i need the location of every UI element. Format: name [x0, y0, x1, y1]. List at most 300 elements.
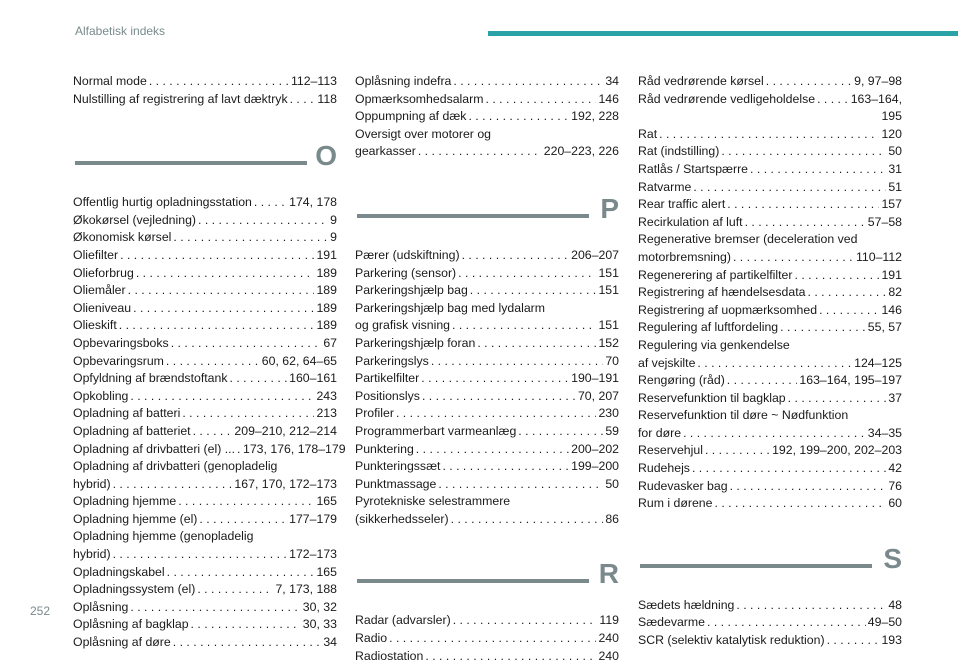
page-number: 252	[30, 604, 51, 618]
index-entry-text: Opladning af drivbatteri (el) ...	[73, 441, 235, 456]
index-entry-pages: 177–179	[289, 511, 337, 526]
index-entry	[638, 407, 902, 442]
index-entry-text: Profiler	[355, 406, 394, 421]
index-entry-pages: 118	[317, 91, 337, 106]
section-rule	[357, 579, 589, 583]
index-entry-text-line: Regenerative bremser (deceleration ved	[638, 232, 858, 247]
index-entry	[355, 405, 619, 423]
index-entry-text: Rum i dørene	[638, 496, 713, 511]
index-entry-pages: 163–164,	[850, 91, 902, 106]
index-entry	[73, 458, 337, 493]
index-entry-text-line: Regulering via genkendelse	[638, 337, 790, 352]
index-entry-pages: 67	[323, 335, 337, 350]
index-entry-text: Oliemåler	[73, 283, 126, 298]
index-entry	[638, 161, 902, 179]
index-entry	[638, 231, 902, 266]
index-entry	[73, 300, 337, 318]
dot-leader	[130, 599, 300, 617]
index-entry-text: Opladningssystem (el)	[73, 582, 196, 597]
index-entry	[73, 247, 337, 265]
index-entry	[73, 91, 337, 109]
index-entry-text: Opbevaringsboks	[73, 335, 169, 350]
dot-leader	[453, 612, 598, 630]
index-entry-pages: 76	[888, 478, 902, 493]
index-entry	[638, 196, 902, 214]
index-entry-text-line: Opladning hjemme (genopladelig	[73, 529, 254, 544]
index-entry-text: Oplåsning indefra	[355, 74, 452, 88]
index-entry-text: Punktering	[355, 441, 414, 456]
index-entry-text: Recirkulation af luft	[638, 214, 743, 229]
index-entry-text: Radar (advarsler)	[355, 613, 451, 628]
index-entry-text: Reservehjul	[638, 443, 703, 458]
section-divider	[638, 535, 902, 597]
index-entry	[73, 634, 337, 652]
index-entry-text: Radio	[355, 631, 388, 646]
index-entry-text-line: Parkeringshjælp bag med lydalarm	[355, 300, 546, 315]
index-entry-pages: 240	[598, 631, 619, 646]
index-entry-text: Normal mode	[73, 74, 147, 88]
index-entry	[355, 441, 619, 459]
index-entry	[638, 390, 902, 408]
index-entry-text-line: Pyrotekniske selestrammere	[355, 494, 511, 509]
index-entry	[638, 495, 902, 513]
index-entry-text: af vejskilte	[638, 355, 696, 370]
index-entry-text: Olieniveau	[73, 300, 132, 315]
index-entry-text: Oplåsning	[73, 599, 129, 614]
index-entry-text: Parkeringshjælp foran	[355, 335, 476, 350]
index-entry-pages: 50	[605, 476, 619, 491]
dot-leader	[788, 390, 887, 408]
index-entry-text: Rat	[638, 126, 658, 141]
dot-leader	[173, 634, 322, 652]
dot-leader	[113, 476, 233, 494]
index-entry-pages: 59	[605, 423, 619, 438]
index-entry	[638, 632, 902, 650]
index-entry-text: Oppumpning af dæk	[355, 109, 467, 124]
section-letter: S	[883, 542, 902, 574]
dot-leader	[230, 370, 288, 388]
section-letter: O	[315, 140, 337, 172]
dot-leader	[736, 597, 886, 615]
index-entry-pages: 9	[330, 230, 337, 245]
index-entry-text: Pærer (udskiftning)	[355, 247, 460, 262]
index-entry-pages: 42	[888, 461, 902, 476]
index-entry	[73, 564, 337, 582]
dot-leader	[462, 247, 570, 265]
index-entry-text: Økokørsel (vejledning)	[73, 212, 197, 227]
index-entry-text: Økonomisk kørsel	[73, 230, 172, 245]
index-entry-pages: 57–58	[867, 214, 902, 229]
index-entry-pages: 192, 228	[571, 109, 619, 124]
dot-leader	[416, 441, 569, 459]
dot-leader	[128, 282, 315, 300]
index-entry	[638, 73, 902, 91]
index-entry	[73, 441, 346, 459]
index-column-1	[73, 73, 346, 652]
index-entry-text: Rat (indstilling)	[638, 144, 720, 159]
dot-leader	[173, 229, 328, 247]
dot-leader	[693, 179, 886, 197]
index-entry-pages: 48	[888, 597, 902, 612]
index-entry	[638, 478, 902, 496]
dot-leader	[458, 265, 596, 283]
dot-leader	[418, 143, 542, 161]
index-entry	[73, 511, 337, 529]
index-entry-text: Offentlig hurtig opladningsstation	[73, 195, 252, 210]
index-entry-text: Rear traffic alert	[638, 197, 726, 212]
index-entry	[355, 300, 619, 335]
index-entry-text: Regenerering af partikelfilter	[638, 267, 793, 282]
section-rule	[640, 564, 872, 568]
index-entry-text: Programmerbart varmeanlæg	[355, 423, 517, 438]
dot-leader	[422, 388, 576, 406]
index-entry	[355, 612, 619, 630]
index-entry	[355, 282, 619, 300]
index-entry-text-line: Opladning af drivbatteri (genopladelig	[73, 459, 278, 474]
index-entry-pages: 163–164, 195–197	[799, 373, 902, 388]
index-entry-pages: 172–173	[289, 547, 337, 562]
index-entry	[638, 214, 902, 232]
index-entry-text-line: Oversigt over motorer og	[355, 126, 491, 141]
index-entry-pages: 199–200	[571, 459, 619, 474]
index-entry-pages: 192, 199–200, 202–203	[772, 443, 902, 458]
index-entry-pages: 151	[598, 283, 619, 298]
index-entry-text: Rengøring (råd)	[638, 373, 725, 388]
dot-leader	[167, 564, 315, 582]
dot-leader	[794, 267, 879, 285]
index-entry-pages: 70	[605, 353, 619, 368]
index-entry-text: gearkasser	[355, 144, 416, 159]
dot-leader	[133, 300, 314, 318]
index-entry-pages: 9, 97–98	[854, 74, 902, 88]
dot-leader	[453, 73, 603, 91]
dot-leader	[136, 265, 315, 283]
index-entry	[638, 91, 902, 126]
index-entry-pages: 213	[316, 406, 337, 421]
index-entry	[355, 126, 619, 161]
index-entry-text: Opladning hjemme (el)	[73, 511, 198, 526]
dot-leader	[721, 143, 886, 161]
section-divider	[355, 185, 619, 247]
index-entry-pages: 86	[605, 511, 619, 526]
dot-leader	[807, 284, 886, 302]
index-entry-pages: 167, 170, 172–173	[234, 476, 337, 491]
index-entry-text: Nulstilling af registrering af lavt dæktryk	[73, 91, 288, 106]
dot-leader	[421, 370, 569, 388]
index-entry-pages: 193	[881, 633, 902, 648]
index-entry-pages: 37	[888, 390, 902, 405]
index-entry	[73, 423, 337, 441]
dot-leader	[819, 302, 879, 320]
dot-leader	[119, 317, 315, 335]
index-entry	[638, 337, 902, 372]
index-entry-pages: 82	[888, 285, 902, 300]
index-entry-text: Ratvarme	[638, 179, 692, 194]
index-entry-text: hybrid)	[73, 547, 111, 562]
index-entry-pages: 174, 178	[289, 195, 337, 210]
index-entry	[638, 442, 902, 460]
index-entry-pages: 55, 57	[867, 320, 902, 335]
index-entry-text: Oplåsning af døre	[73, 635, 171, 650]
index-entry	[638, 319, 902, 337]
index-entry-text: (sikkerhedsseler)	[355, 511, 449, 526]
index-entry-text: Reservefunktion til bagklap	[638, 390, 786, 405]
index-entry-text: Partikelfilter	[355, 371, 420, 386]
index-entry-pages: 31	[888, 161, 902, 176]
index-entry	[73, 212, 337, 230]
index-entry-text: for døre	[638, 425, 682, 440]
index-entry	[73, 194, 337, 212]
index-entry	[73, 353, 337, 371]
dot-leader	[707, 614, 866, 632]
dot-leader	[178, 493, 314, 511]
index-entry-text: motorbremsning)	[638, 249, 731, 264]
dot-leader	[199, 511, 287, 529]
index-entry	[355, 458, 619, 476]
dot-leader	[451, 511, 604, 529]
index-entry-pages: 152	[598, 335, 619, 350]
index-entry-text: hybrid)	[73, 476, 111, 491]
index-entry-pages: 209–210, 212–214	[234, 423, 337, 438]
section-letter: R	[598, 558, 619, 590]
section-divider	[355, 550, 619, 612]
index-entry-text: Punktmassage	[355, 476, 437, 491]
index-entry-text: og grafisk visning	[355, 318, 451, 333]
dot-leader	[120, 247, 314, 265]
dot-leader	[470, 282, 597, 300]
index-entry-pages: 191	[316, 247, 337, 262]
dot-leader	[425, 648, 596, 665]
index-entry	[638, 302, 902, 320]
index-entry	[73, 528, 337, 563]
index-entry-text: Sædets hældning	[638, 597, 735, 612]
index-entry-text: Opfyldning af brændstoftank	[73, 371, 228, 386]
dot-leader	[733, 249, 854, 267]
index-entry	[355, 73, 619, 91]
dot-leader	[683, 425, 866, 443]
dot-leader	[780, 319, 866, 337]
index-entry	[73, 317, 337, 335]
index-entry-pages: 30, 33	[302, 617, 337, 632]
index-entry-pages: 173, 176, 178–179	[243, 441, 346, 456]
index-entry-pages: 190–191	[571, 371, 619, 386]
index-entry-pages: 151	[598, 265, 619, 280]
index-entry-pages: 240	[598, 648, 619, 663]
dot-leader	[727, 372, 798, 390]
index-entry	[73, 388, 337, 406]
index-entry-pages: 189	[316, 283, 337, 298]
index-entry-pages-continued: 195	[881, 109, 902, 124]
index-entry-pages: 112–113	[290, 74, 337, 88]
index-entry-text: Regulering af luftfordeling	[638, 320, 779, 335]
index-entry-pages: 120	[881, 126, 902, 141]
index-entry-pages: 146	[881, 302, 902, 317]
index-entry-pages: 51	[888, 179, 902, 194]
section-divider	[73, 132, 337, 194]
dot-leader	[191, 616, 301, 634]
index-entry	[355, 388, 619, 406]
index-entry-text: Opladning af batteri	[73, 406, 181, 421]
index-entry-text: Opladning hjemme	[73, 494, 177, 509]
index-column-2	[355, 73, 619, 665]
index-entry-text: Opladningskabel	[73, 564, 165, 579]
dot-leader	[697, 355, 852, 373]
index-entry	[638, 179, 902, 197]
index-entry-pages: 189	[316, 318, 337, 333]
index-entry-text: Olieforbrug	[73, 265, 134, 280]
dot-leader	[182, 405, 314, 423]
page-header-title: Alfabetisk indeks	[75, 24, 166, 38]
index-entry	[73, 616, 337, 634]
index-entry-text: Sædevarme	[638, 615, 705, 630]
index-entry-pages: 70, 207	[577, 388, 619, 403]
index-entry	[73, 265, 337, 283]
index-entry	[355, 108, 619, 126]
dot-leader	[431, 353, 604, 371]
dot-leader	[715, 495, 887, 513]
index-entry	[73, 229, 337, 247]
dot-leader	[130, 388, 314, 406]
index-entry	[355, 370, 619, 388]
header-accent-bar	[488, 31, 958, 36]
dot-leader	[705, 442, 770, 460]
dot-leader	[290, 91, 316, 109]
index-entry-pages: 60	[888, 496, 902, 511]
index-entry-pages: 124–125	[854, 355, 902, 370]
index-entry	[638, 267, 902, 285]
index-entry	[355, 353, 619, 371]
dot-leader	[745, 214, 866, 232]
dot-leader	[149, 73, 289, 91]
index-entry-text: Punkteringssæt	[355, 459, 441, 474]
index-entry	[638, 126, 902, 144]
index-entry-text: Rudevasker bag	[638, 478, 728, 493]
dot-leader	[396, 405, 597, 423]
dot-leader	[730, 478, 887, 496]
dot-leader	[452, 317, 596, 335]
index-entry-pages: 146	[598, 91, 619, 106]
index-entry-pages: 9	[330, 212, 337, 227]
section-letter: P	[600, 192, 619, 224]
index-entry	[355, 423, 619, 441]
index-entry-text-line: Reservefunktion til døre ~ Nødfunktion	[638, 408, 849, 423]
dot-leader	[766, 73, 852, 91]
dot-leader	[518, 423, 603, 441]
dot-leader	[659, 126, 879, 144]
index-entry-pages: 165	[316, 494, 337, 509]
dot-leader	[254, 194, 287, 212]
index-entry-text: Opbevaringsrum	[73, 353, 164, 368]
index-entry-pages: 30, 32	[302, 599, 337, 614]
index-entry-pages: 160–161	[289, 371, 337, 386]
index-entry-text: Opkobling	[73, 388, 129, 403]
dot-leader	[113, 546, 288, 564]
index-entry-text: SCR (selektiv katalytisk reduktion)	[638, 633, 825, 648]
index-entry-text: Olieskift	[73, 318, 117, 333]
dot-leader	[389, 630, 596, 648]
index-entry	[73, 73, 337, 91]
index-entry-pages: 50	[888, 144, 902, 159]
index-entry-text: Parkeringshjælp bag	[355, 283, 468, 298]
dot-leader	[198, 212, 328, 230]
dot-leader	[468, 108, 569, 126]
index-entry-pages: 220–223, 226	[543, 144, 619, 159]
dot-leader	[817, 91, 849, 109]
index-entry	[73, 599, 337, 617]
index-entry-pages: 165	[316, 564, 337, 579]
index-entry-text: Rudehejs	[638, 461, 690, 476]
dot-leader	[197, 581, 273, 599]
index-entry-pages: 110–112	[855, 249, 902, 264]
dot-leader	[727, 196, 879, 214]
index-entry-pages: 49–50	[867, 615, 902, 630]
index-entry-pages: 119	[599, 613, 619, 628]
index-entry-text: Oliefilter	[73, 247, 119, 262]
index-entry	[355, 476, 619, 494]
index-entry	[355, 335, 619, 353]
section-rule	[357, 214, 589, 218]
dot-leader	[438, 476, 603, 494]
index-column-3	[638, 73, 902, 650]
index-entry-text: Parkeringslys	[355, 353, 429, 368]
dot-leader	[193, 423, 233, 441]
index-entry-pages: 34–35	[867, 425, 902, 440]
index-entry-pages: 157	[881, 197, 902, 212]
index-entry-pages: 34	[605, 74, 619, 88]
index-entry	[73, 405, 337, 423]
dot-leader	[442, 458, 569, 476]
index-entry-pages: 200–202	[571, 441, 619, 456]
index-entry-pages: 230	[598, 406, 619, 421]
index-entry-pages: 189	[316, 300, 337, 315]
index-entry	[638, 614, 902, 632]
index-entry	[355, 265, 619, 283]
index-entry-pages: 191	[881, 267, 902, 282]
dot-leader	[166, 353, 260, 371]
section-rule	[75, 161, 307, 165]
index-entry	[73, 581, 337, 599]
index-entry-text: Parkering (sensor)	[355, 265, 457, 280]
index-entry-pages: 243	[316, 388, 337, 403]
index-entry	[638, 597, 902, 615]
dot-leader	[750, 161, 886, 179]
index-entry	[73, 370, 337, 388]
index-entry-text: Oplåsning af bagklap	[73, 617, 189, 632]
index-entry	[638, 372, 902, 390]
index-entry-pages: 60, 62, 64–65	[261, 353, 337, 368]
index-entry	[73, 335, 337, 353]
index-entry-text: Råd vedrørende kørsel	[638, 74, 764, 88]
index-entry	[638, 460, 902, 478]
index-entry	[355, 630, 619, 648]
index-entry-pages: 34	[323, 635, 337, 650]
index-entry-pages: 151	[598, 318, 619, 333]
index-entry-text: Ratlås / Startspærre	[638, 161, 749, 176]
index-entry-pages: 7, 173, 188	[275, 582, 337, 597]
index-entry-text: Registrering af uopmærksomhed	[638, 302, 818, 317]
index-entry-pages: 206–207	[571, 247, 619, 262]
index-entry-text: Opmærksomhedsalarm	[355, 91, 484, 106]
dot-leader	[827, 632, 880, 650]
index-entry-pages: 189	[316, 265, 337, 280]
index-entry	[355, 648, 619, 665]
index-entry	[355, 493, 619, 528]
dot-leader	[477, 335, 596, 353]
index-entry-text: Positionslys	[355, 388, 420, 403]
dot-leader	[171, 335, 322, 353]
index-entry	[355, 247, 619, 265]
dot-leader	[692, 460, 886, 478]
